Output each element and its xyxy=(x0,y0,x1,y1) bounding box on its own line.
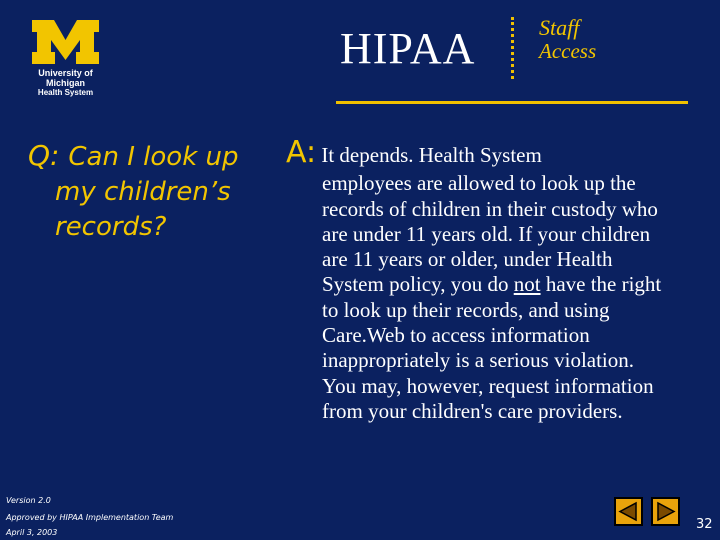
answer-body xyxy=(322,171,666,424)
footer-approved: Approved by HIPAA Implementation Team xyxy=(6,513,174,522)
footer-date: April 3, 2003 xyxy=(6,528,58,537)
question-block xyxy=(28,138,278,245)
logo-line-health-system: Health System xyxy=(37,88,94,97)
block-m-icon xyxy=(18,18,113,68)
question-text-line1: Can I look up xyxy=(68,142,239,172)
question-text-rest: my children’s records? xyxy=(55,177,231,242)
header-divider xyxy=(511,17,514,79)
header-rule xyxy=(336,101,688,104)
logo-text xyxy=(18,68,113,98)
previous-slide-button[interactable] xyxy=(614,497,643,526)
page-title: HIPAA xyxy=(340,24,476,73)
right-arrow-icon xyxy=(653,499,678,524)
answer-emphasis-not: not xyxy=(513,272,541,297)
access-label: Access xyxy=(539,39,597,63)
answer-text-before-not: employees are allowed to look up the records of children in their custody who are under 11 years old. If your children are 11 years or older, under Health System policy, you do xyxy=(322,171,658,297)
answer-text-after-not: have the right to look up their records, and using Care.Web to access information inappropriately is a serious violation. You may, however, request information from your children's care providers. xyxy=(322,272,662,423)
logo-line-university: University of Michigan xyxy=(38,68,93,88)
page-number: 32 xyxy=(696,517,713,532)
answer-first-line xyxy=(286,135,666,170)
footer-version: Version 2.0 xyxy=(6,496,51,505)
left-arrow-icon xyxy=(616,499,641,524)
staff-label: Staff xyxy=(539,15,580,40)
question-first-line xyxy=(28,138,278,175)
university-logo xyxy=(18,18,113,98)
answer-block xyxy=(286,135,666,424)
answer-prefix: A: xyxy=(286,135,317,170)
next-slide-button[interactable] xyxy=(651,497,680,526)
question-prefix: Q: xyxy=(28,139,60,172)
answer-first-text: It depends. Health System xyxy=(321,143,542,167)
